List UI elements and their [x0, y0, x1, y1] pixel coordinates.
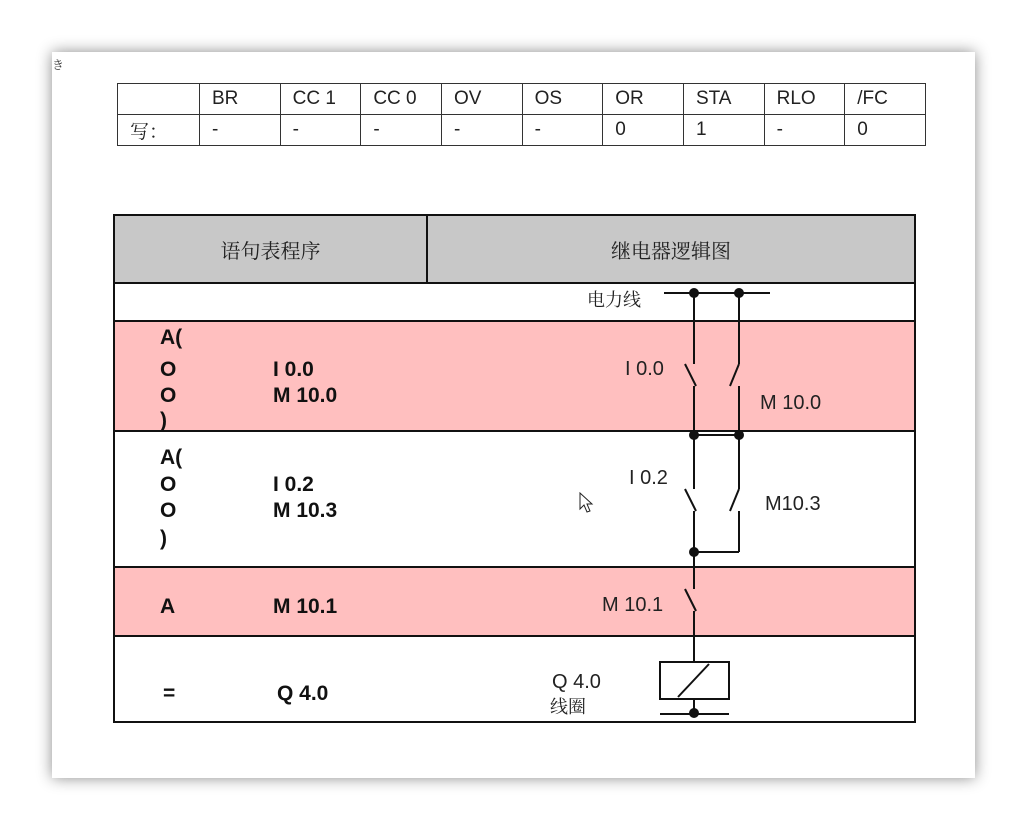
stl-op: A( — [160, 446, 183, 469]
stl-operand: M 10.1 — [273, 595, 338, 618]
status-values-row — [118, 115, 926, 146]
header-cell-rlo: RLO — [764, 84, 845, 115]
header-cell — [118, 84, 200, 115]
stl-op: O — [160, 473, 177, 496]
value-cell: 1 — [683, 115, 764, 146]
value-cell: - — [280, 115, 361, 146]
value-cell: - — [441, 115, 522, 146]
contact-label-m100: M 10.0 — [760, 392, 822, 414]
header-cell-cc0: CC 0 — [361, 84, 442, 115]
stl-op: A( — [160, 326, 183, 349]
power-rail-label: 电力线 — [587, 290, 641, 311]
header-cell-cc1: CC 1 — [280, 84, 361, 115]
value-cell: - — [361, 115, 442, 146]
contact-label-i02: I 0.2 — [629, 467, 668, 489]
row-label: 写： — [118, 115, 200, 146]
stl-operand: I 0.2 — [273, 473, 314, 496]
value-cell: - — [200, 115, 281, 146]
edge-mark: き — [52, 58, 65, 72]
contact-label-m101: M 10.1 — [602, 594, 664, 616]
stl-operand: M 10.0 — [273, 384, 338, 407]
stl-operand: M 10.3 — [273, 499, 338, 522]
header-cell-ov: OV — [441, 84, 522, 115]
header-cell-fc: /FC — [845, 84, 926, 115]
stl-op: A — [160, 595, 176, 618]
stl-operand: Q 4.0 — [277, 682, 329, 705]
ladder-graphics — [115, 216, 914, 721]
contact-label-i00: I 0.0 — [625, 358, 664, 380]
mouse-cursor-icon — [579, 492, 595, 514]
status-header-row — [118, 84, 926, 115]
stl-op: ) — [160, 409, 167, 432]
value-cell: 0 — [845, 115, 926, 146]
coil-caption: 线圈 — [550, 697, 586, 718]
stl-ladder-diagram — [113, 214, 916, 723]
header-cell-or: OR — [603, 84, 684, 115]
header-cell-br: BR — [200, 84, 281, 115]
value-cell: - — [764, 115, 845, 146]
stl-op: O — [160, 384, 177, 407]
coil-label-q40: Q 4.0 — [552, 671, 601, 693]
header-cell-sta: STA — [683, 84, 764, 115]
stl-op: O — [160, 499, 177, 522]
header-ladder: 继电器逻辑图 — [611, 238, 731, 263]
header-stl: 语句表程序 — [115, 216, 428, 282]
stl-op: = — [163, 682, 176, 705]
stl-op: O — [160, 358, 177, 381]
stl-op: ) — [160, 527, 167, 550]
value-cell: - — [522, 115, 603, 146]
header-cell-os: OS — [522, 84, 603, 115]
stl-operand: I 0.0 — [273, 358, 314, 381]
status-word-table — [117, 83, 926, 146]
contact-label-m103: M10.3 — [765, 493, 821, 515]
value-cell: 0 — [603, 115, 684, 146]
